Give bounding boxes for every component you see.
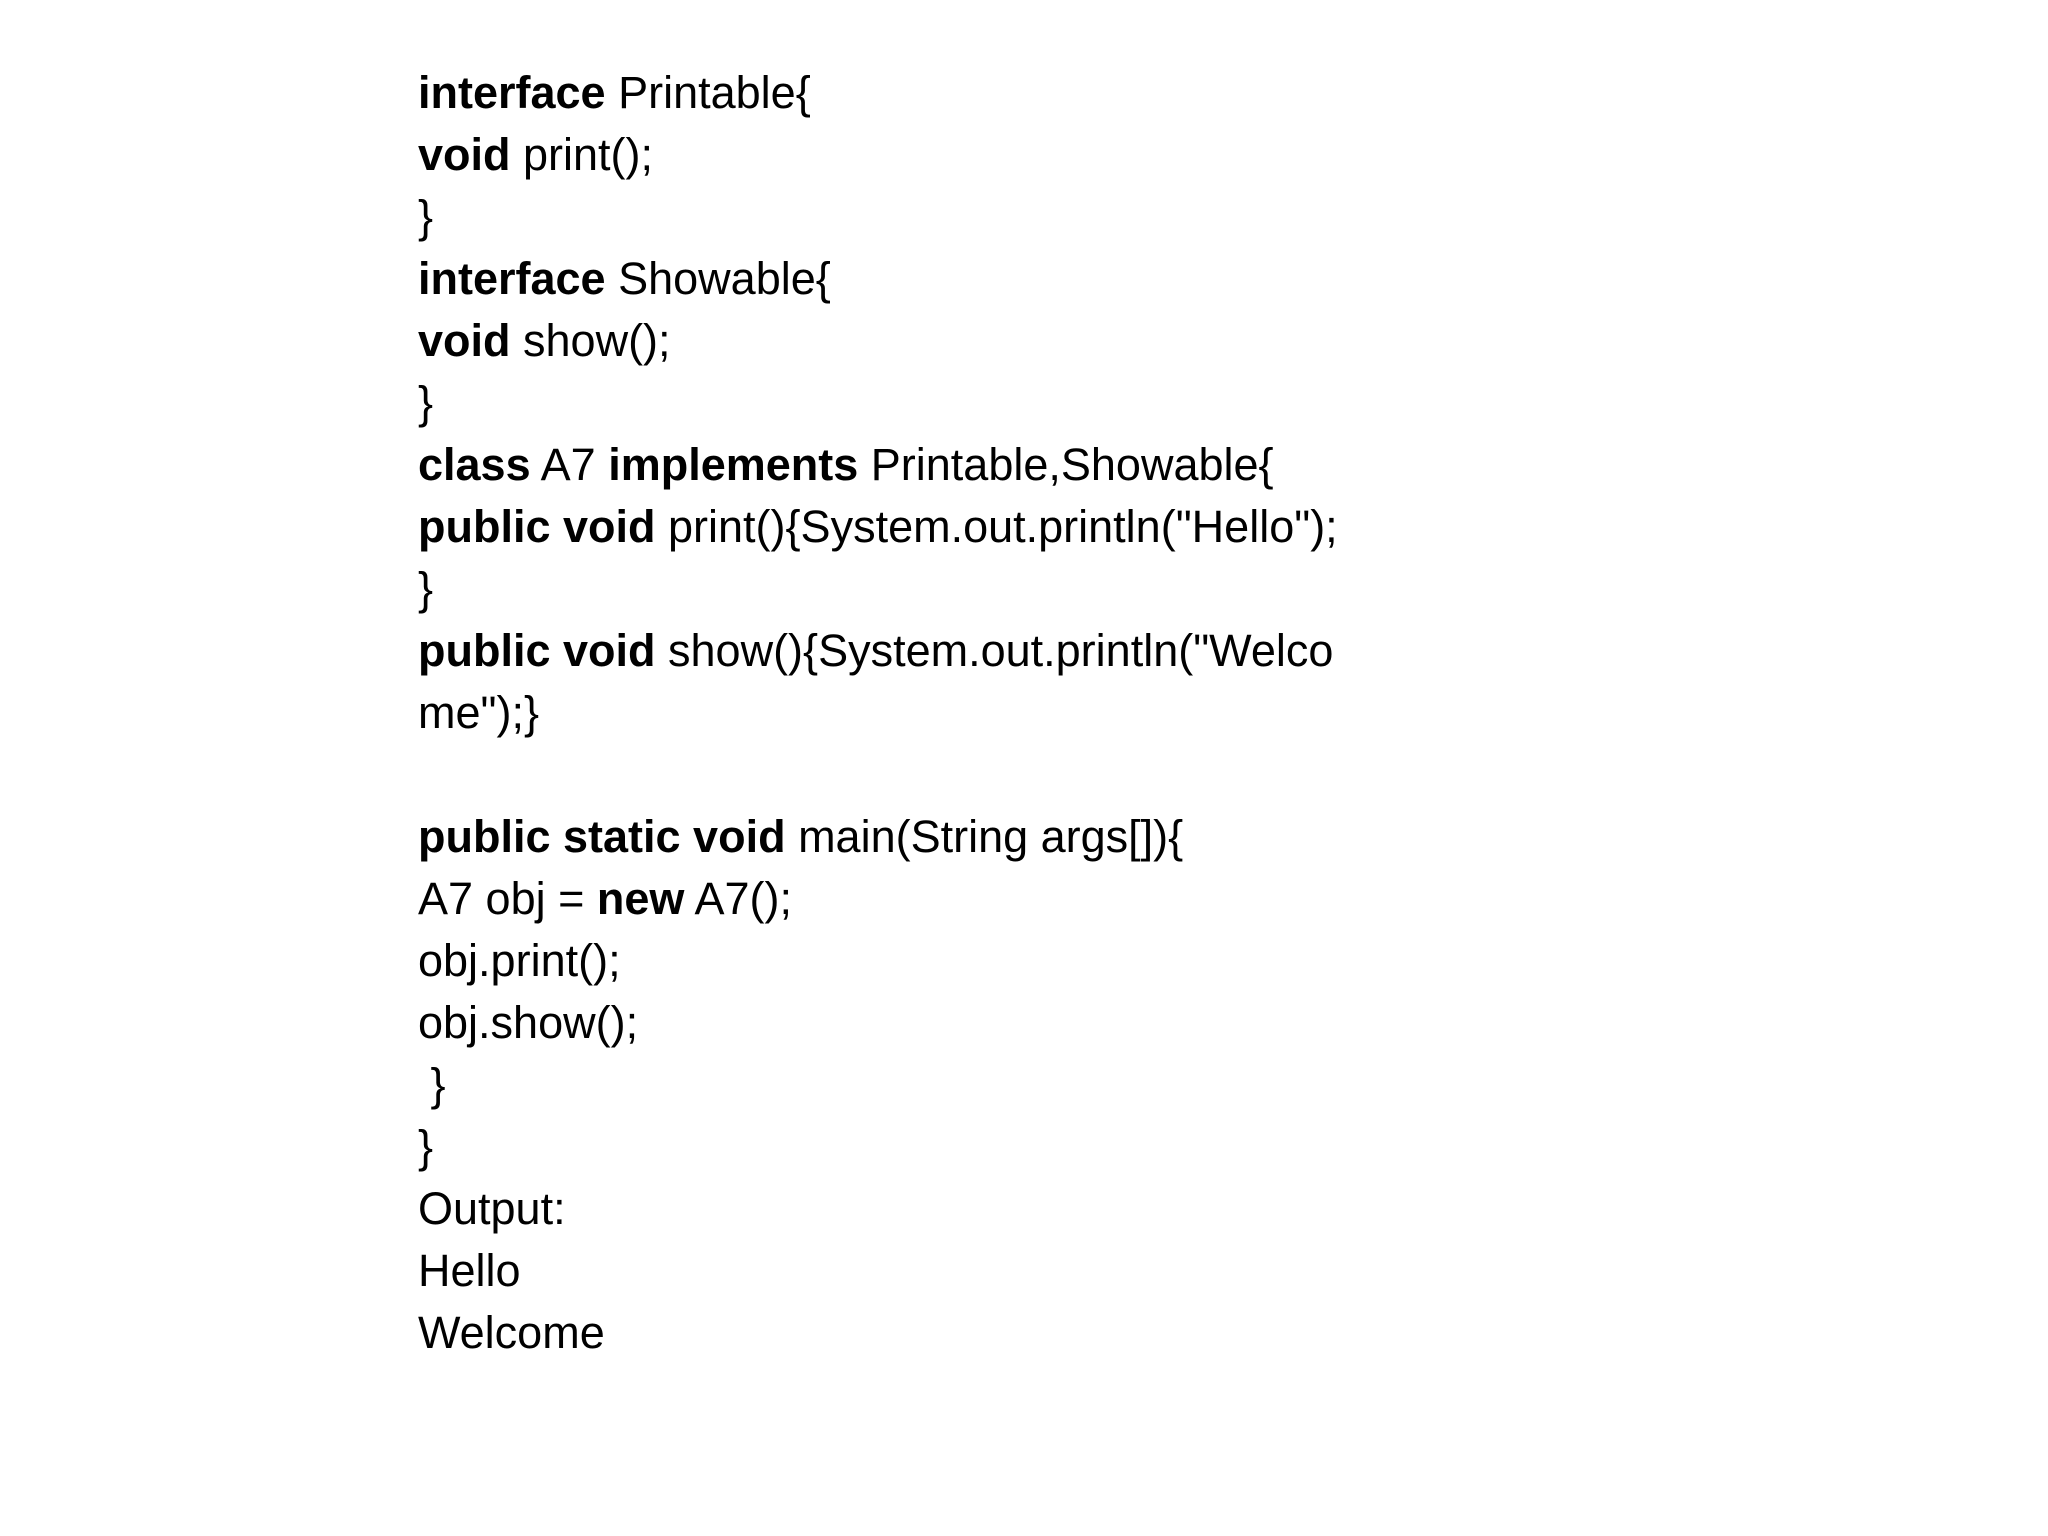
code-line xyxy=(418,682,1518,744)
code-line xyxy=(418,186,1518,248)
keyword: interface xyxy=(418,67,606,118)
output-label-text: Output: xyxy=(418,1183,566,1234)
code-text: } xyxy=(418,563,434,614)
code-line xyxy=(418,868,1518,930)
code-line xyxy=(418,248,1518,310)
code-text: } xyxy=(418,1059,446,1110)
code-text: obj.show(); xyxy=(418,997,639,1048)
keyword: public static void xyxy=(418,811,786,862)
code-text: obj.print(); xyxy=(418,935,621,986)
code-line xyxy=(418,930,1518,992)
code-line xyxy=(418,496,1518,558)
code-line xyxy=(418,372,1518,434)
code-text: Showable{ xyxy=(605,253,831,304)
output-line xyxy=(418,1302,1518,1364)
code-text: } xyxy=(418,1121,434,1172)
code-text: print(){System.out.println("Hello"); xyxy=(655,501,1338,552)
code-line xyxy=(418,620,1518,682)
output-text: Hello xyxy=(418,1245,521,1296)
code-line xyxy=(418,124,1518,186)
code-text: show(){System.out.println("Welco xyxy=(655,625,1334,676)
code-text: show(); xyxy=(510,315,671,366)
code-text: me");} xyxy=(418,687,540,738)
code-text: main(String args[]){ xyxy=(785,811,1184,862)
code-line xyxy=(418,992,1518,1054)
output-label xyxy=(418,1178,1518,1240)
keyword: class xyxy=(418,439,531,490)
output-line xyxy=(418,1240,1518,1302)
keyword: void xyxy=(418,129,511,180)
code-text: Printable,Showable{ xyxy=(858,439,1274,490)
code-line xyxy=(418,62,1518,124)
keyword: interface xyxy=(418,253,606,304)
keyword: public void xyxy=(418,625,656,676)
output-text: Welcome xyxy=(418,1307,605,1358)
code-text: A7 obj = xyxy=(418,873,597,924)
code-line xyxy=(418,806,1518,868)
keyword: implements xyxy=(608,439,859,490)
code-block xyxy=(418,62,1518,1364)
code-text: A7 xyxy=(530,439,609,490)
code-text: print(); xyxy=(510,129,654,180)
code-line xyxy=(418,1054,1518,1116)
code-text: } xyxy=(418,377,434,428)
code-line xyxy=(418,434,1518,496)
keyword: public void xyxy=(418,501,656,552)
blank-line xyxy=(418,744,1518,806)
code-text: } xyxy=(418,191,434,242)
keyword: void xyxy=(418,315,511,366)
code-line xyxy=(418,558,1518,620)
code-text: A7(); xyxy=(684,873,792,924)
keyword: new xyxy=(596,873,685,924)
code-line xyxy=(418,1116,1518,1178)
code-text: Printable{ xyxy=(605,67,811,118)
code-line xyxy=(418,310,1518,372)
